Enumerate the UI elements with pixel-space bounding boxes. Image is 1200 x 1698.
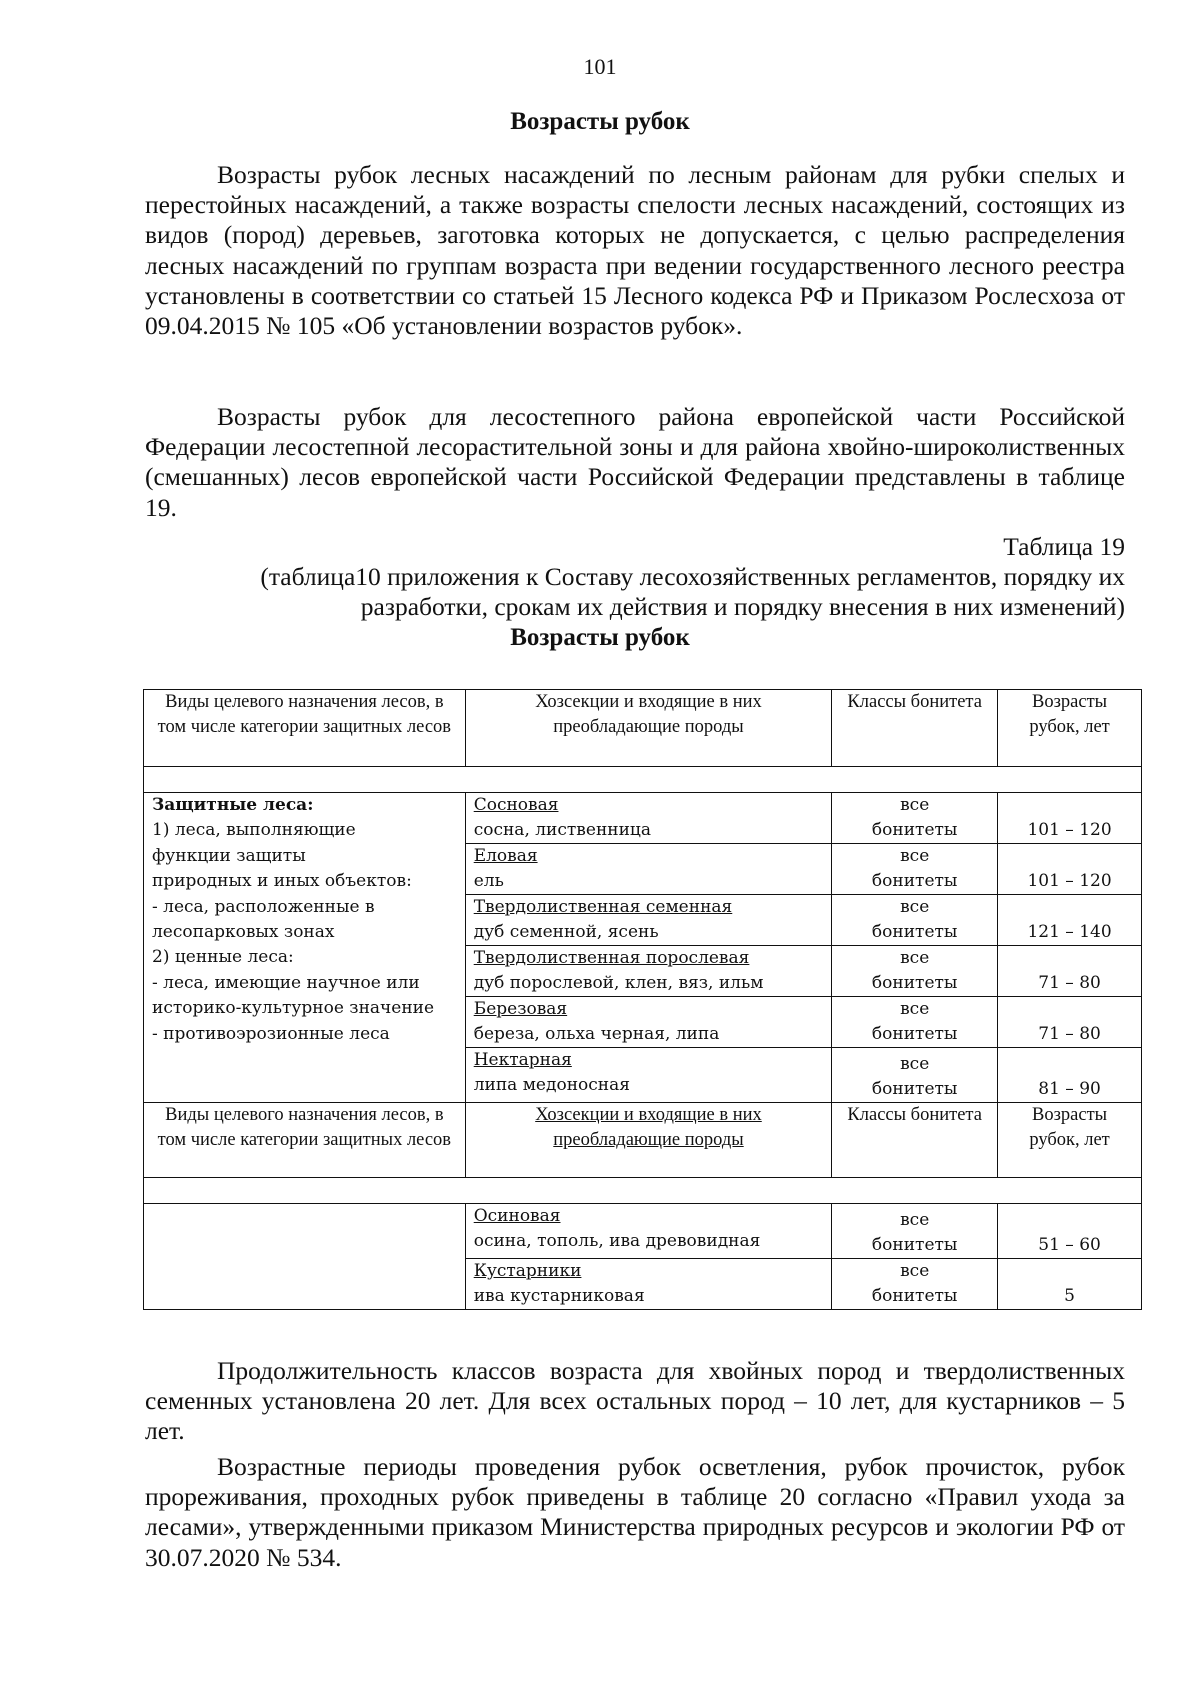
header-purpose: Виды целевого назначения лесов, в том числе категории защитных лесов xyxy=(144,690,466,767)
class-cell: все бонитеты xyxy=(832,1259,998,1310)
class-cell: все бонитеты xyxy=(832,946,998,997)
age-cell: 5 xyxy=(998,1259,1142,1310)
age-cell: 71 – 80 xyxy=(998,997,1142,1048)
class-cell: все бонитеты xyxy=(832,1204,998,1259)
intro-paragraph-1: Возрасты рубок лесных насаждений по лесным районам для рубки спелых и перестойных насаждений, а также возрасты спелости лесных насаждений, состоящих из видов (пород) деревьев, заготовка которых не допускается, с целью распределения лесных насаждений по группам возраста при ведении государственного лесного реестра установлены в соответствии со статьей 15 Лесного кодекса РФ и Приказом Рослесхоза от 09.04.2015 № 105 «Об установлении возрастов рубок». xyxy=(145,160,1125,341)
table-spacer-row xyxy=(144,1178,1142,1204)
table-row xyxy=(144,793,1142,844)
header-class: Классы бонитета xyxy=(832,1103,998,1178)
header-sections: Хозсекции и входящие в них преобладающие породы xyxy=(465,1103,832,1178)
page-number: 101 xyxy=(583,54,617,79)
closing-paragraph-1: Продолжительность классов возраста для хвойных пород и твердолиственных семенных установлена 20 лет. Для всех остальных пород – 10 лет, для кустарников – 5 лет. xyxy=(145,1356,1125,1446)
section-cell: Березовая береза, ольха черная, липа xyxy=(465,997,832,1048)
age-cell: 121 – 140 xyxy=(998,895,1142,946)
class-cell: все бонитеты xyxy=(832,997,998,1048)
age-cell: 71 – 80 xyxy=(998,946,1142,997)
cutting-age-table xyxy=(143,689,1142,1310)
class-cell: все бонитеты xyxy=(832,1048,998,1103)
table-spacer-row xyxy=(144,767,1142,793)
table-row xyxy=(144,1204,1142,1259)
table-header-row xyxy=(144,690,1142,767)
header-age: Возрасты рубок, лет xyxy=(998,1103,1142,1178)
section-cell: Сосновая сосна, лиственница xyxy=(465,793,832,844)
table-source-line-2: разработки, срокам их действия и порядку внесения в них изменений) xyxy=(360,592,1125,621)
header-age: Возрасты рубок, лет xyxy=(998,690,1142,767)
section-heading: Возрасты рубок xyxy=(510,108,690,135)
age-cell: 51 – 60 xyxy=(998,1204,1142,1259)
header-purpose: Виды целевого назначения лесов, в том числе категории защитных лесов xyxy=(144,1103,466,1178)
table-label: Таблица 19 xyxy=(1003,532,1125,561)
section-cell: Нектарная липа медоносная xyxy=(465,1048,832,1103)
intro-paragraph-2: Возрасты рубок для лесостепного района европейской части Российской Федерации лесостепной лесорастительной зоны и для района хвойно-широколиственных (смешанных) лесов европейской части Российской Федерации представлены в таблице 19. xyxy=(145,402,1125,522)
section-cell: Кустарники ива кустарниковая xyxy=(465,1259,832,1310)
class-cell: все бонитеты xyxy=(832,793,998,844)
section-cell: Твердолиственная порослевая дуб порослевой, клен, вяз, ильм xyxy=(465,946,832,997)
class-cell: все бонитеты xyxy=(832,844,998,895)
header-sections: Хозсекции и входящие в них преобладающие породы xyxy=(465,690,832,767)
age-cell: 101 – 120 xyxy=(998,844,1142,895)
closing-paragraph-2: Возрастные периоды проведения рубок осветления, рубок прочисток, рубок прореживания, проходных рубок приведены в таблице 20 согласно «Правил ухода за лесами», утвержденными приказом Министерства природных ресурсов и экологии РФ от 30.07.2020 № 534. xyxy=(145,1452,1125,1572)
table-title: Возрасты рубок xyxy=(510,624,690,651)
section-cell: Еловая ель xyxy=(465,844,832,895)
age-cell: 81 – 90 xyxy=(998,1048,1142,1103)
section-cell: Осиновая осина, тополь, ива древовидная xyxy=(465,1204,832,1259)
table-header-row-repeat xyxy=(144,1103,1142,1178)
category-cell-empty xyxy=(144,1204,466,1310)
class-cell: все бонитеты xyxy=(832,895,998,946)
age-cell: 101 – 120 xyxy=(998,793,1142,844)
header-class: Классы бонитета xyxy=(832,690,998,767)
category-cell: Защитные леса: 1) леса, выполняющие функции защиты природных и иных объектов: - леса, расположенные в лесопарковых зонах 2) ценные леса: - леса, имеющие научное или историко-культурное значение - противоэрозионные леса xyxy=(144,793,466,1103)
category-title: Защитные леса: xyxy=(152,795,314,815)
table-source-line-1: (таблица10 приложения к Составу лесохозяйственных регламентов, порядку их xyxy=(260,562,1125,591)
section-cell: Твердолиственная семенная дуб семенной, ясень xyxy=(465,895,832,946)
